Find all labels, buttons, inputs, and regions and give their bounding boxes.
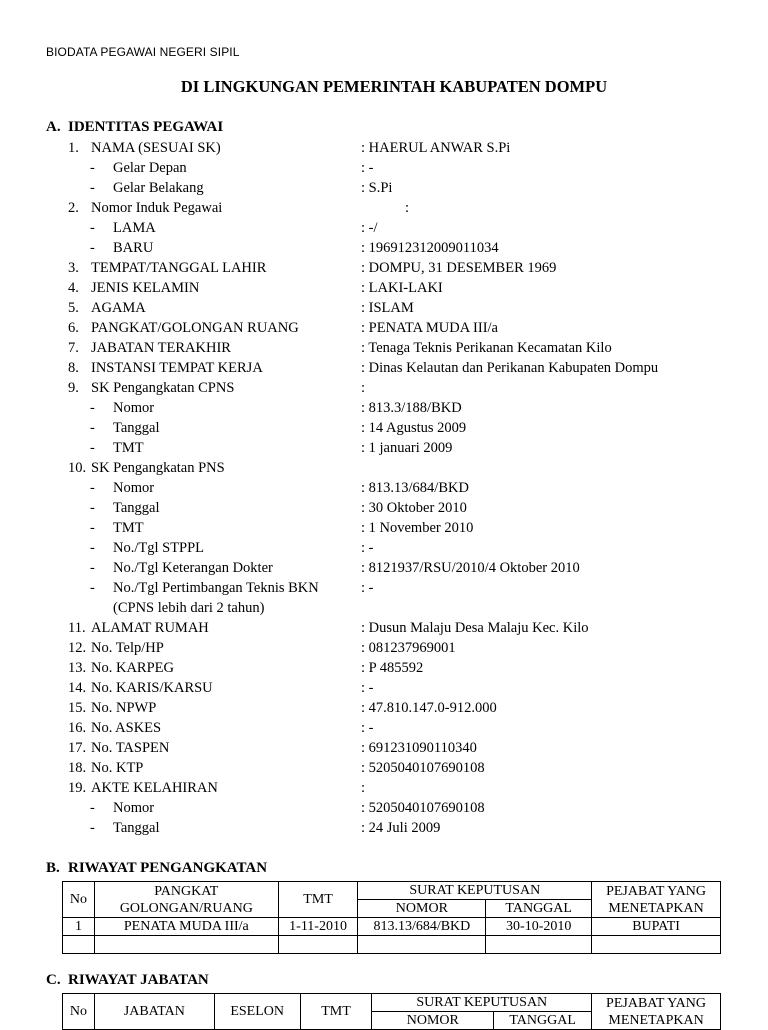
field-label: TEMPAT/TANGGAL LAHIR xyxy=(91,260,267,276)
identity-row xyxy=(0,158,768,178)
field-value: : 5205040107690108 xyxy=(361,800,485,816)
field-label: Tanggal xyxy=(113,420,160,436)
field-label: Nomor xyxy=(113,480,155,496)
identity-row xyxy=(0,378,768,398)
row-number: 4. xyxy=(68,280,79,296)
field-label: (CPNS lebih dari 2 tahun) xyxy=(113,600,265,616)
section-c-letter: C. xyxy=(46,972,61,988)
header-no: No xyxy=(63,994,95,1030)
field-label: ALAMAT RUMAH xyxy=(91,620,209,636)
header-no: No xyxy=(63,882,95,918)
table-header-row xyxy=(63,882,721,900)
field-value: : Dinas Kelautan dan Perikanan Kabupaten Dompu xyxy=(361,360,659,376)
field-label: LAMA xyxy=(113,220,156,236)
cell-tanggal xyxy=(486,936,592,954)
row-number: 8. xyxy=(68,360,79,376)
field-label: TMT xyxy=(113,440,144,456)
identity-row xyxy=(0,698,768,718)
document-header-label: BIODATA PEGAWAI NEGERI SIPIL xyxy=(46,45,240,59)
bullet-dash: - xyxy=(90,220,95,236)
table-row xyxy=(63,918,721,936)
cell-no xyxy=(63,936,95,954)
field-label: SK Pengangkatan PNS xyxy=(91,460,225,476)
cell-no: 1 xyxy=(63,918,95,936)
field-value: : - xyxy=(361,580,374,596)
riwayat-jabatan-table xyxy=(62,993,721,1030)
field-value: : - xyxy=(361,680,374,696)
field-label: PANGKAT/GOLONGAN RUANG xyxy=(91,320,299,336)
field-label: No. KTP xyxy=(91,760,144,776)
header-pejabat xyxy=(592,882,721,918)
field-value: : 8121937/RSU/2010/4 Oktober 2010 xyxy=(361,560,580,576)
field-label: No. KARPEG xyxy=(91,660,174,676)
identity-row xyxy=(0,358,768,378)
field-label: No. ASKES xyxy=(91,720,162,736)
field-value: : 14 Agustus 2009 xyxy=(361,420,467,436)
field-label: NAMA (SESUAI SK) xyxy=(91,140,221,156)
identity-row xyxy=(0,438,768,458)
field-value: : - xyxy=(361,160,374,176)
header-pejabat-line2: MENETAPKAN xyxy=(608,900,704,916)
header-pangkat xyxy=(94,882,278,918)
field-value: : DOMPU, 31 DESEMBER 1969 xyxy=(361,260,557,276)
row-number: 15. xyxy=(68,700,87,716)
identity-row xyxy=(0,758,768,778)
field-label: Nomor xyxy=(113,800,155,816)
field-label: Tanggal xyxy=(113,500,160,516)
identity-row xyxy=(0,138,768,158)
header-surat-keputusan: SURAT KEPUTUSAN xyxy=(358,882,592,900)
row-number: 6. xyxy=(68,320,79,336)
field-value: : 30 Oktober 2010 xyxy=(361,500,467,516)
field-value: : xyxy=(361,380,366,396)
identity-row xyxy=(0,258,768,278)
identity-row xyxy=(0,538,768,558)
identity-row xyxy=(0,498,768,518)
section-a-heading xyxy=(46,119,223,136)
identity-row xyxy=(0,578,768,598)
cell-pangkat xyxy=(94,936,278,954)
field-value: : 813.13/684/BKD xyxy=(361,480,469,496)
bullet-dash: - xyxy=(90,520,95,536)
row-number: 1. xyxy=(68,140,79,156)
row-number: 2. xyxy=(68,200,79,216)
identity-list xyxy=(0,138,768,838)
row-number: 9. xyxy=(68,380,79,396)
header-tanggal: TANGGAL xyxy=(486,900,592,918)
field-value: : 813.3/188/BKD xyxy=(361,400,462,416)
identity-row xyxy=(0,198,768,218)
identity-row xyxy=(0,398,768,418)
identity-row xyxy=(0,718,768,738)
field-value: : ISLAM xyxy=(361,300,414,316)
identity-row xyxy=(0,458,768,478)
document-title: DI LINGKUNGAN PEMERINTAH KABUPATEN DOMPU xyxy=(180,77,608,96)
row-number: 13. xyxy=(68,660,87,676)
header-jabatan: JABATAN xyxy=(94,994,214,1030)
identity-row xyxy=(0,278,768,298)
field-label: Tanggal xyxy=(113,820,160,836)
bullet-dash: - xyxy=(90,560,95,576)
cell-pejabat xyxy=(592,936,721,954)
identity-row xyxy=(0,298,768,318)
field-label: No. KARIS/KARSU xyxy=(91,680,213,696)
identity-row xyxy=(0,338,768,358)
field-value: : LAKI-LAKI xyxy=(361,280,443,296)
row-number: 5. xyxy=(68,300,79,316)
field-value: : Dusun Malaju Desa Malaju Kec. Kilo xyxy=(361,620,589,636)
field-value: : -/ xyxy=(361,220,378,236)
table-row xyxy=(63,936,721,954)
header-eselon: ESELON xyxy=(214,994,300,1030)
cell-nomor: 813.13/684/BKD xyxy=(358,918,486,936)
field-label: AKTE KELAHIRAN xyxy=(91,780,218,796)
bullet-dash: - xyxy=(90,180,95,196)
section-a-title: IDENTITAS PEGAWAI xyxy=(68,119,224,135)
bullet-dash: - xyxy=(90,440,95,456)
identity-row xyxy=(0,638,768,658)
bullet-dash: - xyxy=(90,480,95,496)
field-label: JENIS KELAMIN xyxy=(91,280,200,296)
field-value: : xyxy=(361,780,366,796)
field-value: : 1 November 2010 xyxy=(361,520,474,536)
section-c-heading xyxy=(46,972,209,989)
row-number: 3. xyxy=(68,260,79,276)
identity-row xyxy=(0,598,768,618)
field-label: JABATAN TERAKHIR xyxy=(91,340,231,356)
field-value: : PENATA MUDA III/a xyxy=(361,320,498,336)
field-value: : 1 januari 2009 xyxy=(361,440,453,456)
identity-row xyxy=(0,658,768,678)
identity-row xyxy=(0,218,768,238)
section-b-heading xyxy=(46,860,267,877)
bullet-dash: - xyxy=(90,420,95,436)
section-b-title: RIWAYAT PENGANGKATAN xyxy=(68,860,268,876)
bullet-dash: - xyxy=(90,500,95,516)
field-value: : - xyxy=(361,720,374,736)
identity-row xyxy=(0,478,768,498)
field-label: Nomor xyxy=(113,400,155,416)
row-number: 10. xyxy=(68,460,87,476)
identity-row xyxy=(0,798,768,818)
header-tanggal: TANGGAL xyxy=(494,1012,592,1030)
header-pejabat-line1: PEJABAT YANG xyxy=(606,883,707,899)
field-value: : P 485592 xyxy=(361,660,424,676)
cell-pangkat: PENATA MUDA III/a xyxy=(94,918,278,936)
cell-pejabat: BUPATI xyxy=(592,918,721,936)
section-b-letter: B. xyxy=(46,860,60,876)
identity-row xyxy=(0,778,768,798)
field-value: : S.Pi xyxy=(361,180,393,196)
field-value: : - xyxy=(361,540,374,556)
identity-row xyxy=(0,738,768,758)
identity-row xyxy=(0,418,768,438)
row-number: 18. xyxy=(68,760,87,776)
cell-tmt: 1-11-2010 xyxy=(278,918,358,936)
field-label: TMT xyxy=(113,520,144,536)
field-label: No./Tgl Pertimbangan Teknis BKN xyxy=(113,580,319,596)
field-value: : 24 Juli 2009 xyxy=(361,820,441,836)
field-label: No. NPWP xyxy=(91,700,157,716)
row-number: 12. xyxy=(68,640,87,656)
field-value: : HAERUL ANWAR S.Pi xyxy=(361,140,511,156)
row-number: 14. xyxy=(68,680,87,696)
identity-row xyxy=(0,558,768,578)
riwayat-pengangkatan-table xyxy=(62,881,721,954)
field-label: No. TASPEN xyxy=(91,740,170,756)
section-c-title: RIWAYAT JABATAN xyxy=(68,972,209,988)
bullet-dash: - xyxy=(90,540,95,556)
header-pejabat xyxy=(592,994,721,1030)
field-label: Gelar Belakang xyxy=(113,180,204,196)
cell-nomor xyxy=(358,936,486,954)
bullet-dash: - xyxy=(90,400,95,416)
field-value: : xyxy=(405,200,410,216)
row-number: 19. xyxy=(68,780,87,796)
header-tmt: TMT xyxy=(278,882,358,918)
bullet-dash: - xyxy=(90,820,95,836)
field-label: Gelar Depan xyxy=(113,160,187,176)
header-pejabat-line2: MENETAPKAN xyxy=(608,1012,704,1028)
header-tmt: TMT xyxy=(300,994,372,1030)
field-label: No. Telp/HP xyxy=(91,640,164,656)
identity-row xyxy=(0,318,768,338)
identity-row xyxy=(0,178,768,198)
row-number: 16. xyxy=(68,720,87,736)
header-nomor: NOMOR xyxy=(372,1012,494,1030)
bullet-dash: - xyxy=(90,800,95,816)
identity-row xyxy=(0,518,768,538)
row-number: 11. xyxy=(68,620,86,636)
identity-row xyxy=(0,238,768,258)
field-label: SK Pengangkatan CPNS xyxy=(91,380,235,396)
field-value: : 081237969001 xyxy=(361,640,456,656)
bullet-dash: - xyxy=(90,240,95,256)
section-a-letter: A. xyxy=(46,119,61,135)
header-pangkat-line2: GOLONGAN/RUANG xyxy=(119,900,253,916)
cell-tanggal: 30-10-2010 xyxy=(486,918,592,936)
field-label: Nomor Induk Pegawai xyxy=(91,200,223,216)
field-value: : Tenaga Teknis Perikanan Kecamatan Kilo xyxy=(361,340,612,356)
header-pejabat-line1: PEJABAT YANG xyxy=(606,995,707,1011)
row-number: 7. xyxy=(68,340,79,356)
header-pangkat-line1: PANGKAT xyxy=(154,883,219,899)
identity-row xyxy=(0,818,768,838)
table-header-row xyxy=(63,994,721,1012)
field-value: : 196912312009011034 xyxy=(361,240,499,256)
field-label: AGAMA xyxy=(91,300,146,316)
field-value: : 691231090110340 xyxy=(361,740,477,756)
cell-tmt xyxy=(278,936,358,954)
row-number: 17. xyxy=(68,740,87,756)
identity-row xyxy=(0,678,768,698)
field-label: INSTANSI TEMPAT KERJA xyxy=(91,360,263,376)
bullet-dash: - xyxy=(90,580,95,596)
field-value: : 5205040107690108 xyxy=(361,760,485,776)
bullet-dash: - xyxy=(90,160,95,176)
header-nomor: NOMOR xyxy=(358,900,486,918)
field-value: : 47.810.147.0-912.000 xyxy=(361,700,497,716)
header-surat-keputusan: SURAT KEPUTUSAN xyxy=(372,994,592,1012)
identity-row xyxy=(0,618,768,638)
field-label: No./Tgl Keterangan Dokter xyxy=(113,560,273,576)
field-label: BARU xyxy=(113,240,154,256)
field-label: No./Tgl STPPL xyxy=(113,540,205,556)
